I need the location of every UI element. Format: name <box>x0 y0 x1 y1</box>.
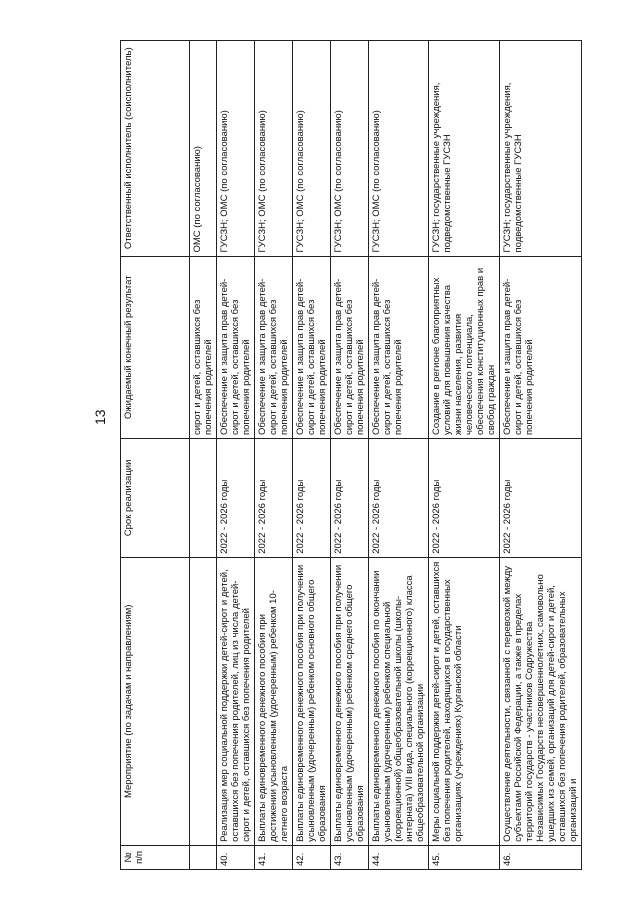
cell-result: Обеспечение и защита прав детей-сирот и детей, оставшихся без попечения родителей <box>500 256 582 439</box>
cell-responsible: ГУСЗН; государственные учреждения, подведомственные ГУСЗН <box>429 41 500 257</box>
cell-result: Обеспечение и защита прав детей-сирот и детей, оставшихся без попечения родителей <box>217 256 255 439</box>
cell-num: 40. <box>217 845 255 869</box>
cell-responsible: ГУСЗН; государственные учреждения, подведомственные ГУСЗН <box>500 41 582 257</box>
continuation-row <box>190 41 217 870</box>
cont-activity <box>190 557 217 845</box>
cell-num: 46. <box>500 845 582 869</box>
cell-responsible: ГУСЗН; ОМС (по согласованию) <box>293 41 331 257</box>
cell-num: 41. <box>255 845 293 869</box>
table-row <box>369 41 429 870</box>
cont-responsible: ОМС (по согласованию) <box>190 41 217 257</box>
cont-result: сирот и детей, оставшихся без попечения родителей <box>190 256 217 439</box>
cell-activity: Выплаты единовременного денежного пособия по окончании усыновленным (удочеренным) ребенком специальной (коррекционной) общеобразовательной школы (школы-интерната) VIII вида, специального (коррекционного) класса общеобразовательной организации <box>369 557 429 845</box>
cell-result: Создание в регионе благоприятных условий для повышения качества жизни населения, развития человеческого потенциала, обеспечения конституционных прав и свобод граждан <box>429 256 500 439</box>
measures-table <box>120 40 582 870</box>
cell-term: 2022 - 2026 годы <box>500 439 582 558</box>
cell-responsible: ГУСЗН; ОМС (по согласованию) <box>331 41 369 257</box>
cell-num: 42. <box>293 845 331 869</box>
cell-term: 2022 - 2026 годы <box>429 439 500 558</box>
table-row <box>331 41 369 870</box>
header-num: № п/п <box>121 845 190 869</box>
page-number: 13 <box>92 409 108 425</box>
cell-activity: Выплаты единовременного денежного пособия при получении усыновленным (удочеренным) ребенком среднего общего образования <box>331 557 369 845</box>
table-header-row <box>121 41 190 870</box>
cell-num: 43. <box>331 845 369 869</box>
cell-result: Обеспечение и защита прав детей-сирот и детей, оставшихся без попечения родителей <box>255 256 293 439</box>
cell-term: 2022 - 2026 годы <box>293 439 331 558</box>
cell-activity: Выплаты единовременного денежного пособия при получении усыновленным (удочеренным) ребенком основного общего образования <box>293 557 331 845</box>
cell-responsible: ГУСЗН; ОМС (по согласованию) <box>255 41 293 257</box>
cell-result: Обеспечение и защита прав детей-сирот и детей, оставшихся без попечения родителей <box>331 256 369 439</box>
table-row <box>500 41 582 870</box>
cell-responsible: ГУСЗН; ОМС (по согласованию) <box>217 41 255 257</box>
cell-activity: Осуществление деятельности, связанной с перевозкой между субъектами Российской Федерации, а также в пределах территорий государств - участников Содружества Независимых Государств несовершеннолетних, самовольно ушедших из семей, организаций для детей-сирот и детей, оставшихся без попечения родителей, образовательных организаций и <box>500 557 582 845</box>
cell-activity: Реализация мер социальной поддержки детей-сирот и детей, оставшихся без попечения родителей, лиц из числа детей-сирот и детей, оставшихся без попечения родителей <box>217 557 255 845</box>
cell-term: 2022 - 2026 годы <box>217 439 255 558</box>
header-responsible: Ответственный исполнитель (соисполнитель) <box>121 41 190 257</box>
table-row <box>429 41 500 870</box>
cell-num: 45. <box>429 845 500 869</box>
table-row <box>293 41 331 870</box>
cell-result: Обеспечение и защита прав детей-сирот и детей, оставшихся без попечения родителей <box>369 256 429 439</box>
cell-responsible: ГУСЗН; ОМС (по согласованию) <box>369 41 429 257</box>
header-result: Ожидаемый конечный результат <box>121 256 190 439</box>
cell-term: 2022 - 2026 годы <box>331 439 369 558</box>
cell-term: 2022 - 2026 годы <box>369 439 429 558</box>
table-row <box>217 41 255 870</box>
cell-term: 2022 - 2026 годы <box>255 439 293 558</box>
cell-num: 44. <box>369 845 429 869</box>
cell-activity: Выплаты единовременного денежного пособия при достижении усыновленным (удочеренным) ребенком 10-летнего возраста <box>255 557 293 845</box>
table-row <box>255 41 293 870</box>
cell-result: Обеспечение и защита прав детей-сирот и детей, оставшихся без попечения родителей <box>293 256 331 439</box>
header-term: Срок реализации <box>121 439 190 558</box>
cont-term <box>190 439 217 558</box>
header-activity: Мероприятие (по задачам и направлениям) <box>121 557 190 845</box>
cont-num <box>190 845 217 869</box>
rotated-page-content <box>120 30 620 870</box>
cell-activity: Меры социальной поддержки детей-сирот и детей, оставшихся без попечения родителей, находящихся в государственных организациях (учреждениях) Курганской области <box>429 557 500 845</box>
